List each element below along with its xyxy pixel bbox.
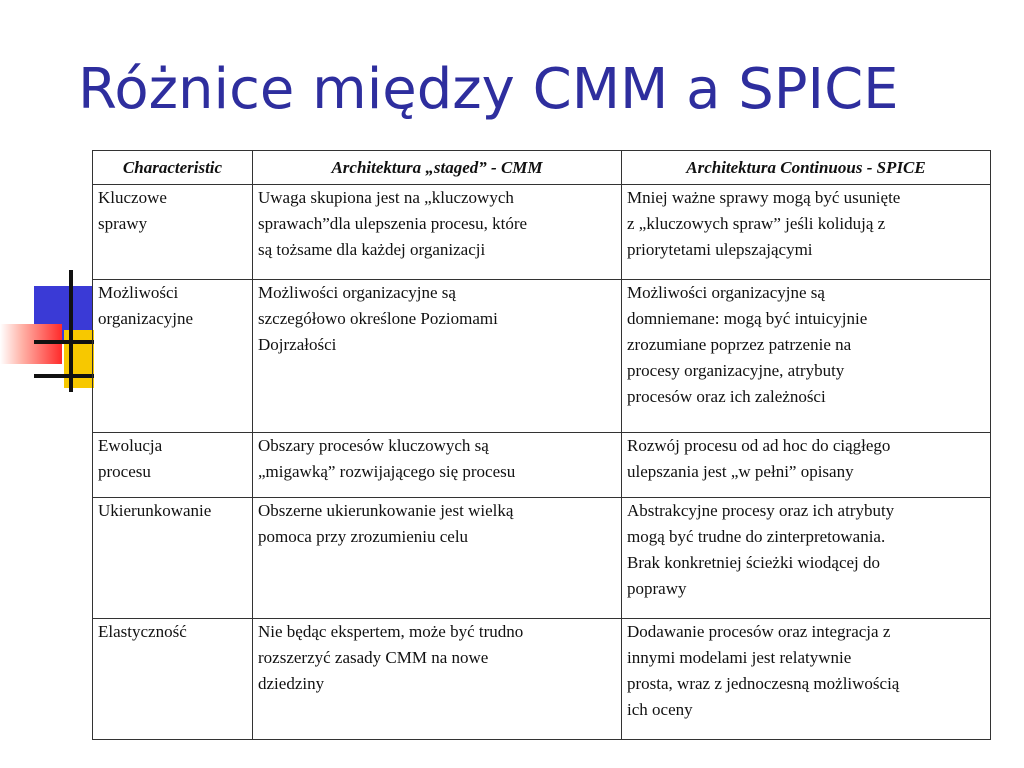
cell-line: mogą być trudne do zinterpretowania. [627, 527, 886, 546]
comparison-table-container [92, 150, 990, 740]
cell-cmm [253, 619, 622, 740]
cell-spice [622, 498, 991, 619]
header-spice: Architektura Continuous - SPICE [622, 151, 991, 185]
decorative-ornament [0, 270, 100, 400]
cell-cmm [253, 433, 622, 498]
cell-line: Rozwój procesu od ad hoc do ciągłego [627, 436, 891, 455]
cell-line: Obszary procesów kluczowych są [258, 436, 489, 455]
table-header-row [93, 151, 991, 185]
cell-line: dziedziny [258, 674, 325, 693]
cell-line: Brak konkretniej ścieżki wiodącej do [627, 553, 881, 572]
cell-line: Ewolucja [98, 436, 163, 455]
cell-line: innymi modelami jest relatywnie [627, 648, 852, 667]
cell-line: Możliwości organizacyjne są [258, 283, 456, 302]
cell-line: Mniej ważne sprawy mogą być usunięte [627, 188, 901, 207]
header-cmm: Architektura „staged” - CMM [253, 151, 622, 185]
cell-line: pomoca przy zrozumieniu celu [258, 527, 469, 546]
table-row [93, 498, 991, 619]
cell-characteristic [93, 433, 253, 498]
header-characteristic: Characteristic [93, 151, 253, 185]
cell-line: poprawy [627, 579, 687, 598]
cell-line: Nie będąc ekspertem, może być trudno [258, 622, 524, 641]
table-row [93, 433, 991, 498]
cell-line: „migawką” rozwijającego się procesu [258, 462, 516, 481]
cell-line: Abstrakcyjne procesy oraz ich atrybuty [627, 501, 895, 520]
table-row [93, 185, 991, 280]
cell-line: z „kluczowych spraw” jeśli kolidują z [627, 214, 886, 233]
comparison-table [92, 150, 991, 740]
cell-spice [622, 619, 991, 740]
cell-line: priorytetami ulepszającymi [627, 240, 813, 259]
cell-line: organizacyjne [98, 309, 194, 328]
cell-line: procesy organizacyjne, atrybuty [627, 361, 845, 380]
cell-line: ich oceny [627, 700, 693, 719]
cell-spice [622, 280, 991, 433]
cell-spice [622, 433, 991, 498]
cell-characteristic [93, 185, 253, 280]
cell-line: domniemane: mogą być intuicyjnie [627, 309, 868, 328]
cell-line: procesu [98, 462, 151, 481]
cell-line: zrozumiane poprzez patrzenie na [627, 335, 852, 354]
ornament-horizontal-line [34, 340, 94, 344]
cell-line: Elastyczność [98, 622, 187, 641]
cell-cmm [253, 498, 622, 619]
cell-cmm [253, 280, 622, 433]
cell-line: ulepszania jest „w pełni” opisany [627, 462, 854, 481]
table-row [93, 619, 991, 740]
cell-line: prosta, wraz z jednoczesną możliwością [627, 674, 900, 693]
cell-line: Kluczowe [98, 188, 167, 207]
cell-line: sprawach”dla ulepszenia procesu, które [258, 214, 528, 233]
cell-spice [622, 185, 991, 280]
cell-line: Możliwości [98, 283, 179, 302]
cell-line: Ukierunkowanie [98, 501, 212, 520]
cell-line: Obszerne ukierunkowanie jest wielką [258, 501, 514, 520]
cell-line: są tożsame dla każdej organizacji [258, 240, 486, 259]
cell-line: Dojrzałości [258, 335, 337, 354]
ornament-red-bar [0, 324, 62, 364]
cell-line: rozszerzyć zasady CMM na nowe [258, 648, 489, 667]
cell-line: szczegółowo określone Poziomami [258, 309, 498, 328]
cell-line: Możliwości organizacyjne są [627, 283, 825, 302]
slide-title: Różnice między CMM a SPICE [78, 57, 899, 122]
cell-line: sprawy [98, 214, 148, 233]
cell-line: procesów oraz ich zależności [627, 387, 826, 406]
cell-cmm [253, 185, 622, 280]
cell-characteristic [93, 619, 253, 740]
cell-characteristic [93, 498, 253, 619]
cell-characteristic [93, 280, 253, 433]
cell-line: Dodawanie procesów oraz integracja z [627, 622, 891, 641]
ornament-horizontal-line [34, 374, 94, 378]
cell-line: Uwaga skupiona jest na „kluczowych [258, 188, 514, 207]
table-row [93, 280, 991, 433]
